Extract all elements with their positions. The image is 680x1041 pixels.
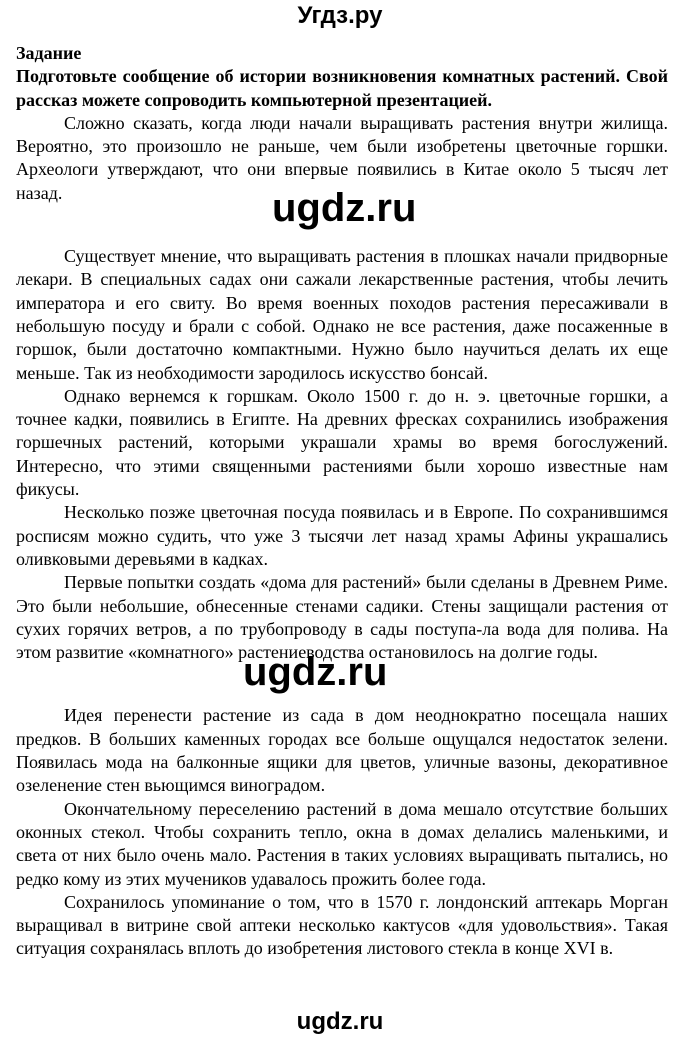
- watermark: ugdz.ru: [243, 650, 388, 694]
- paragraph-8: Сохранилось упоминание о том, что в 1570 г. лондонский аптекарь Морган выращивал в витрине свой аптеки несколько кактусов «для удовольствия». Такая ситуация сохранялась вплоть до изобретения листового стекла в конце XVI в.: [16, 891, 668, 959]
- paragraph-5: Первые попытки создать «дома для растений» были сделаны в Древнем Риме. Это были небольшие, обнесенные стенами садики. Стены защищали растения от сухих горячих ветров, а по трубопроводу в сады поступа-ла вода для полива. На этом развитие «комнатного» растениеводства остановилось на долгие годы.: [16, 572, 668, 663]
- site-header: Угдз.ру: [297, 2, 383, 29]
- paragraph-6: Идея перенести растение из сада в дом неоднократно посещала наших предков. В больших каменных городах все больше ощущался недостаток зелени. Появилась мода на балконные ящики для цветов, уличные вазоны, декоративное озеленение стен вьющимся виноградом.: [16, 705, 668, 796]
- task-heading: Задание: [16, 43, 82, 63]
- paragraph-7: Окончательному переселению растений в дома мешало отсутствие больших оконных стекол. Чтобы сохранить тепло, окна в домах делались маленькими, и света от них было очень мало. Растения в таких условиях выращивать пытались, но редко кому из этих мучеников удавалось прожить более года.: [16, 798, 668, 889]
- watermark: ugdz.ru: [272, 186, 417, 230]
- footer-site: ugdz.ru: [296, 1008, 384, 1035]
- paragraph-3: Однако вернемся к горшкам. Около 1500 г. до н. э. цветочные горшки, а точнее кадки, появились в Египте. На древних фресках сохранились изображения горшечных растений, которыми украшали храмы во время богослужений. Интересно, что этими священными растениями были хорошо известные нам фикусы.: [16, 385, 668, 500]
- task-text: Подготовьте сообщение об истории возникновения комнатных растений. Свой рассказ можете сопроводить компьютерной презентацией.: [16, 66, 668, 110]
- paragraph-2: Существует мнение, что выращивать растения в плошках начали придворные лекари. В специальных садах они сажали лекарственные растения, чтобы лечить императора и его свиту. Во время военных походов растения пересаживали в небольшую посуду и брали с собой. Однако не все растения, даже посаженные в горшок, были достаточно компактными. Нужно было научиться делать их еще меньше. Так из необходимости зародилось искусство бонсай.: [16, 246, 668, 383]
- paragraph-4: Несколько позже цветочная посуда появилась и в Европе. По сохранившимся росписям можно судить, что уже 3 тысячи лет назад храмы Афины украшались оливковыми деревьями в кадках.: [16, 502, 668, 569]
- paragraph-1: Сложно сказать, когда люди начали выращивать растения внутри жилища. Вероятно, это произошло не раньше, чем были изобретены цветочные горшки. Археологи утверждают, что они впервые появились в Китае около 5 тысяч лет назад.: [16, 112, 668, 203]
- article: [16, 42, 668, 961]
